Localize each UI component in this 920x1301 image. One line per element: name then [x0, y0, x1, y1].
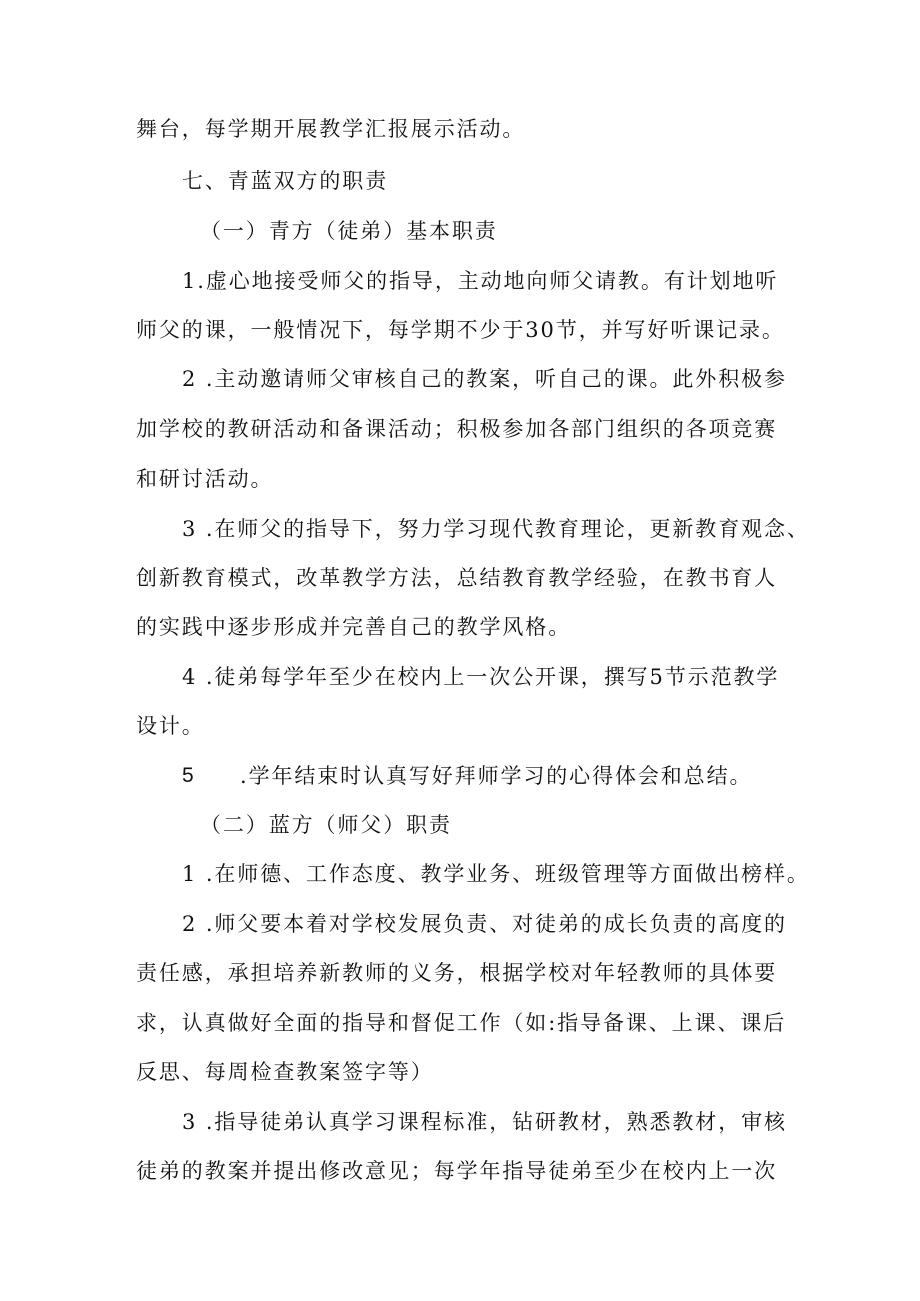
- paragraph-line: 设计。: [136, 714, 205, 738]
- paragraph-line: 加学校的教研活动和备课活动；积极参加各部门组织的各项竞赛: [136, 417, 778, 441]
- paragraph-line: 2 .师父要本着对学校发展负责、对徒弟的成长负责的高度的: [182, 912, 787, 936]
- paragraph-line: 3 .在师父的指导下，努力学习现代教育理论，更新教育观念、: [182, 517, 810, 541]
- section-heading: 七、青蓝双方的职责: [182, 169, 389, 193]
- list-number: 5: [182, 764, 196, 787]
- paragraph-line: 3 .指导徒弟认真学习课程标准，钻研教材，熟悉教材，审核: [182, 1110, 787, 1134]
- subsection-heading: （二）蓝方（师父）职责: [200, 813, 452, 837]
- paragraph-line: 创新教育模式，改革教学方法，总结教育教学经验，在教书育人: [136, 566, 778, 590]
- paragraph-line: .学年结束时认真写好拜师学习的心得体会和总结。: [240, 764, 753, 788]
- subsection-heading: （一）青方（徒弟）基本职责: [200, 219, 498, 243]
- paragraph-line: 求，认真做好全面的指导和督促工作（如:指导备课、上课、课后: [136, 1011, 787, 1035]
- paragraph-line: 2 .主动邀请师父审核自己的教案，听自己的课。此外积极参: [182, 367, 787, 391]
- paragraph-line: 徒弟的教案并提出修改意见；每学年指导徒弟至少在校内上一次: [136, 1159, 778, 1183]
- paragraph-line: 的实践中逐步形成并完善自己的教学风格。: [136, 615, 572, 639]
- paragraph-line: 反思、每周检查教案签字等）: [136, 1060, 434, 1084]
- paragraph-line: 师父的课，一般情况下，每学期不少于30节，并写好听课记录。: [136, 318, 785, 342]
- paragraph-line: 1 .在师德、工作态度、教学业务、班级管理等方面做出榜样。: [182, 862, 810, 886]
- paragraph-line: 4 .徒弟每学年至少在校内上一次公开课，撰写5节示范教学: [182, 665, 780, 689]
- paragraph-line: 责任感，承担培养新教师的义务，根据学校对年轻教师的具体要: [136, 961, 778, 985]
- paragraph-line: 和研讨活动。: [136, 467, 274, 491]
- paragraph-line: 舞台，每学期开展教学汇报展示活动。: [136, 117, 526, 141]
- paragraph-line: 1.虚心地接受师父的指导，主动地向师父请教。有计划地听: [182, 269, 779, 293]
